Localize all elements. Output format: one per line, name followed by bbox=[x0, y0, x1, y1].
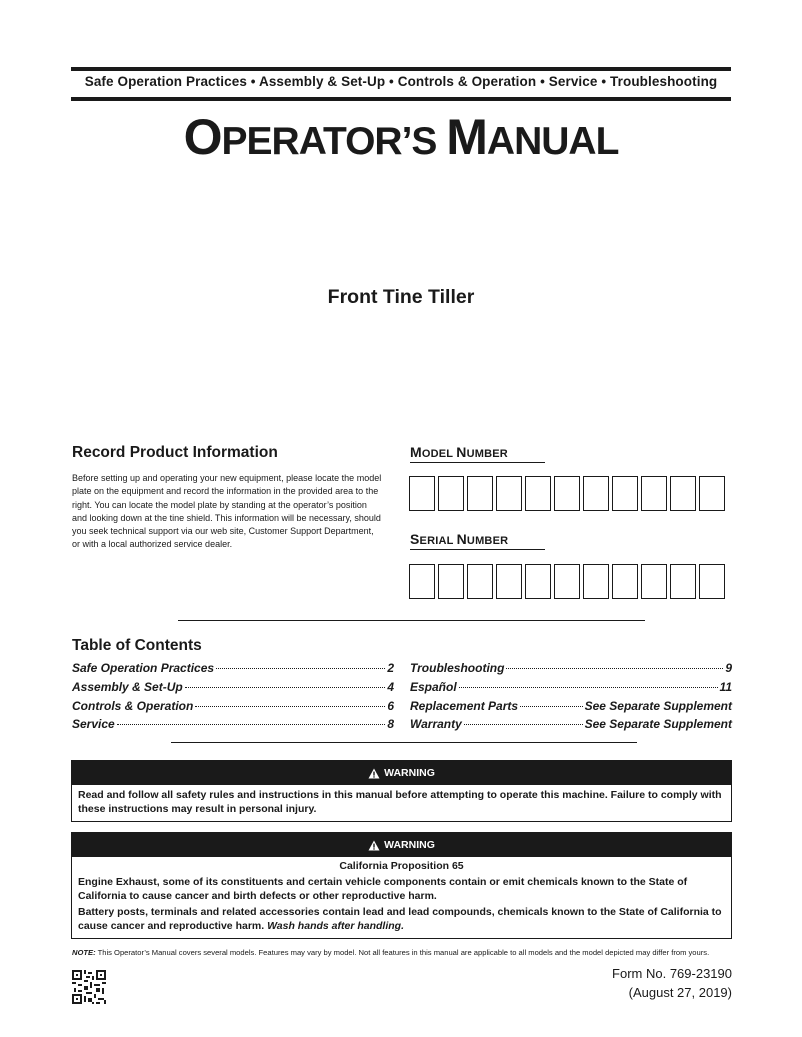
prop65-battery-text: Battery posts, terminals and related accessories contain lead and lead compounds, chemicals known to the State of California to cause cancer and reproductive harm. Wash hands after handling. bbox=[78, 906, 722, 932]
serial-number-boxes[interactable] bbox=[409, 564, 725, 599]
form-date: (August 27, 2019) bbox=[628, 985, 732, 1000]
form-number: Form No. 769-23190 bbox=[612, 966, 732, 981]
entry-box[interactable] bbox=[641, 564, 667, 599]
entry-box[interactable] bbox=[467, 476, 493, 511]
entry-box[interactable] bbox=[438, 564, 464, 599]
prop65-title: California Proposition 65 bbox=[339, 860, 464, 872]
toc-entry[interactable]: Warranty See Separate Supplement bbox=[410, 717, 732, 731]
entry-box[interactable] bbox=[496, 476, 522, 511]
toc-heading: Table of Contents bbox=[72, 637, 202, 654]
qr-code-icon[interactable] bbox=[72, 970, 106, 1004]
toc-entry[interactable]: Troubleshooting 9 bbox=[410, 661, 732, 675]
entry-box[interactable] bbox=[409, 564, 435, 599]
prop65-warning-box bbox=[71, 832, 732, 939]
model-number-underline bbox=[410, 462, 545, 463]
page-title: OPERATOR’S MANUAL bbox=[183, 109, 619, 165]
model-number-boxes[interactable] bbox=[409, 476, 725, 511]
section-divider bbox=[178, 620, 645, 621]
warning-triangle-icon bbox=[368, 840, 380, 851]
entry-box[interactable] bbox=[554, 476, 580, 511]
toc-entry[interactable]: Safe Operation Practices 2 bbox=[72, 661, 394, 675]
record-heading: Record Product Information bbox=[72, 444, 278, 461]
top-rule bbox=[71, 67, 731, 71]
entry-box[interactable] bbox=[670, 476, 696, 511]
warning-header: WARNING bbox=[72, 761, 731, 785]
entry-box[interactable] bbox=[583, 476, 609, 511]
product-subtitle: Front Tine Tiller bbox=[327, 286, 475, 308]
form-number-block bbox=[612, 964, 732, 1002]
topics-line: Safe Operation Practices • Assembly & Set-Up • Controls & Operation • Service • Troubleshooting bbox=[84, 74, 718, 89]
toc-entry[interactable]: Assembly & Set-Up 4 bbox=[72, 680, 394, 694]
toc-entry[interactable]: Replacement Parts See Separate Supplement bbox=[410, 699, 732, 713]
serial-number-underline bbox=[410, 549, 545, 550]
entry-box[interactable] bbox=[699, 564, 725, 599]
footer-note: NOTE: This Operator’s Manual covers several models. Features may vary by model. Not all features in this manual are applicable to all models and the model depicted may differ from yours. bbox=[72, 948, 710, 957]
serial-number-label: SERIAL NUMBER bbox=[410, 531, 509, 547]
record-body: Before setting up and operating your new equipment, please locate the model plate on the equipment and record the information in the provided area to the right. You can locate the model plate by standing at the operator’s position and looking down at the tine shield. This information will be necessary, should you seek technical support via our web site, Customer Support Department, or with a local authorized service dealer. bbox=[72, 473, 382, 550]
entry-box[interactable] bbox=[409, 476, 435, 511]
toc-entry[interactable]: Controls & Operation 6 bbox=[72, 699, 394, 713]
toc-entry[interactable]: Español 11 bbox=[410, 680, 732, 694]
entry-box[interactable] bbox=[467, 564, 493, 599]
warning-header: WARNING bbox=[72, 833, 731, 857]
toc-entry[interactable]: Service 8 bbox=[72, 717, 394, 731]
warning-text: Read and follow all safety rules and instructions in this manual before attempting to operate this machine. Failure to comply with these instructions may result in personal injury. bbox=[78, 789, 722, 815]
entry-box[interactable] bbox=[612, 476, 638, 511]
entry-box[interactable] bbox=[525, 564, 551, 599]
entry-box[interactable] bbox=[554, 564, 580, 599]
entry-box[interactable] bbox=[583, 564, 609, 599]
entry-box[interactable] bbox=[438, 476, 464, 511]
entry-box[interactable] bbox=[699, 476, 725, 511]
entry-box[interactable] bbox=[670, 564, 696, 599]
entry-box[interactable] bbox=[496, 564, 522, 599]
safety-warning-box bbox=[71, 760, 732, 822]
prop65-exhaust-text: Engine Exhaust, some of its constituents and certain vehicle components contain or emit chemicals known to the State of California to cause cancer and birth defects or other reproductive harm. bbox=[78, 876, 688, 902]
entry-box[interactable] bbox=[641, 476, 667, 511]
entry-box[interactable] bbox=[612, 564, 638, 599]
entry-box[interactable] bbox=[525, 476, 551, 511]
model-number-label: MODEL NUMBER bbox=[410, 444, 508, 460]
toc-divider bbox=[171, 742, 637, 743]
topics-bottom-rule bbox=[71, 97, 731, 101]
warning-triangle-icon bbox=[368, 768, 380, 779]
